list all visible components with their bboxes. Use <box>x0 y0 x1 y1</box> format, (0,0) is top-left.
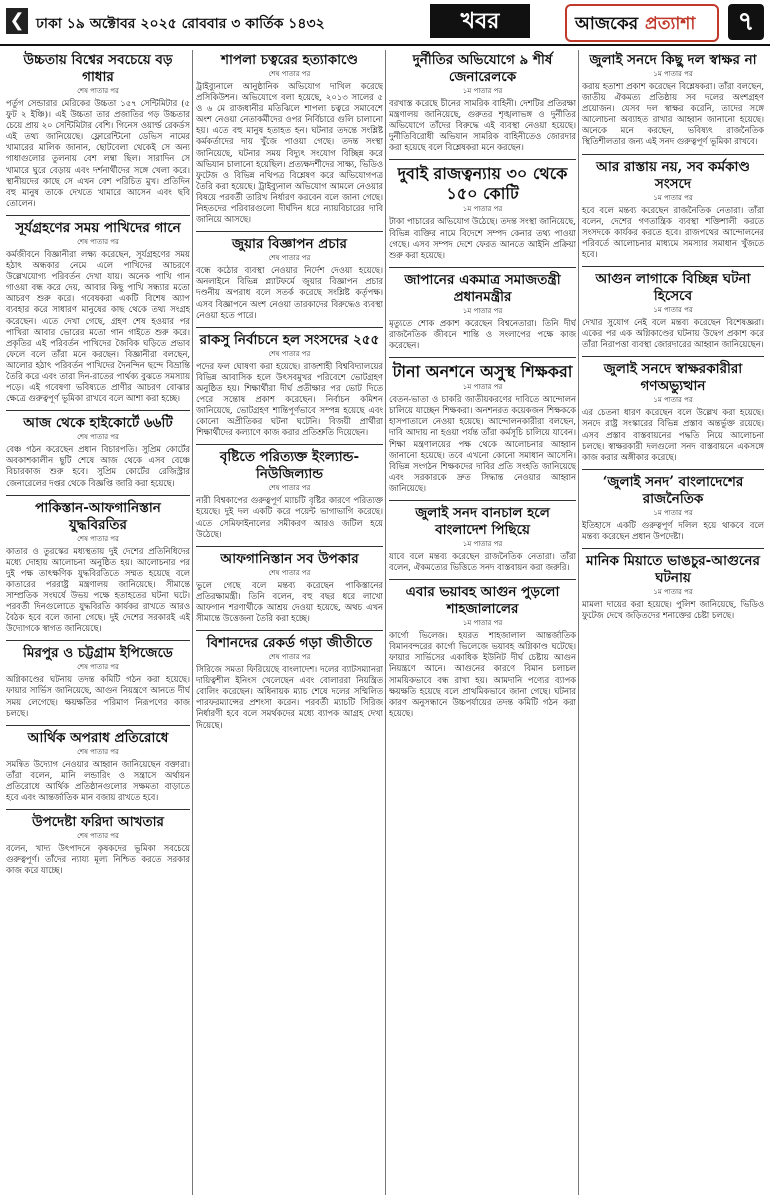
article-body: ইতিহাসে একটি গুরুত্বপূর্ণ দলিল হয়ে থাকবে বলে মন্তব্য করেছেন প্রধান উপদেষ্টা। <box>582 519 764 541</box>
article-body: কর্মজীবনে বিজ্ঞানীরা লক্ষ্য করেছেন, সূর্যগ্রহণের সময় হঠাৎ অন্ধকার নেমে এলে পাখিদের আচরণে উল্লেখযোগ্য পরিবর্তন দেখা যায়। অনেক পাখি গান গাওয়া বন্ধ করে দেয়, আবার কিছু পাখি সন্ধ্যার মতো আচরণ শুরু করে। গবেষকরা একটি বিশেষ অ্যাপ ব্যবহার করে সাধারণ মানুষের কাছ থেকে তথ্য সংগ্রহ করেছেন। এতে দেখা গেছে, গ্রহণ শেষ হওয়ার পর পাখিরা আবার ভোরের মতো গান গাইতে শুরু করে। প্রকৃতির এই পরিবর্তন পাখিদের জৈবিক ঘড়িতে প্রভাব ফেলে বলে তাঁরা মনে করছেন। বিজ্ঞানীরা বলছেন, আলোর হঠাৎ পরিবর্তন পাখিদের দৈনন্দিন ছন্দে বিভ্রান্তি তৈরি করে এবং তারা দিন-রাতের পার্থক্য বুঝতে সমস্যায় পড়ে। এই গবেষণা ভবিষ্যতে প্রাণীর আচরণ বোঝার ক্ষেত্রে গুরুত্বপূর্ণ ভূমিকা রাখবে বলে আশা করা হচ্ছে। <box>6 248 190 404</box>
article-headline: আগুন লাগাকে বিচ্ছিন্ন ঘটনা হিসেবে <box>595 271 751 305</box>
article-body: পদের ফল ঘোষণা করা হয়েছে। রাজশাহী বিশ্ববিদ্যালয়ের বিভিন্ন আবাসিক হলে উৎসবমুখর পরিবেশে ভোটগ্রহণ অনুষ্ঠিত হয়। শিক্ষার্থীরা দীর্ঘ প্রতীক্ষার পর ভোট দিতে পেরে সন্তোষ প্রকাশ করেছেন। নির্বাচন কমিশন জানিয়েছে, ভোটগ্রহণ শান্তিপূর্ণভাবে সম্পন্ন হয়েছে এবং কোনো অপ্রীতিকর ঘটনা ঘটেনি। বিজয়ী প্রার্থীরা শিক্ষার্থীদের কল্যাণে কাজ করার প্রতিশ্রুতি দিয়েছেন। <box>196 360 383 438</box>
article-headline: জুলাই সনদে স্বাক্ষরকারীরা গণঅভ্যুত্থান <box>603 361 743 395</box>
continued-label: শেষ পাতার পর <box>268 254 311 263</box>
article-headline: জুয়ার বিজ্ঞাপন প্রচার <box>232 236 347 253</box>
article-headline: জুলাই সনদে কিছু দল স্বাক্ষর না <box>589 52 757 68</box>
divider <box>196 444 383 445</box>
article <box>196 444 383 539</box>
article-body: দেখার সুযোগ নেই বলে মন্তব্য করেছেন বিশেষজ্ঞরা। একের পর এক অগ্নিকাণ্ডের ঘটনায় উদ্বেগ প্রকাশ করে তাঁরা নিরাপত্তা ব্যবস্থা জোরদারের আহ্বান জানিয়েছেন। <box>582 317 764 350</box>
page-number: ৭ <box>728 4 764 40</box>
logo-text-part2: প্রত্যাশা <box>645 14 696 34</box>
article <box>6 410 190 488</box>
article <box>196 630 383 731</box>
article-headline: বৃষ্টিতে পরিত্যক্ত ইংল্যান্ড-নিউজিল্যান্ড <box>219 449 360 483</box>
article-headline: দুবাই রাজত্বন্যায় ৩০ থেকে ১৫০ কোটি <box>397 164 568 204</box>
article-headline: শাপলা চত্বরের হত্যাকাণ্ডে <box>221 52 358 68</box>
article-body: সিরিজে সমতা ফিরিয়েছে বাংলাদেশ। দলের ব্যাটসম্যানরা দায়িত্বশীল ইনিংস খেলেছেন এবং বোলাররা নিয়ন্ত্রিত বোলিং করেছেন। অধিনায়ক ম্যাচ শেষে দলের সম্মিলিত পারফরম্যান্সের প্রশংসা করেন। পরবর্তী ম্যাচটি সিরিজ নির্ধারণী হবে বলে সমর্থকদের মধ্যে ব্যাপক আগ্রহ দেখা দিয়েছে। <box>196 664 383 730</box>
continued-label: ১ম পাতার পর <box>462 306 503 315</box>
divider <box>6 410 190 411</box>
column-2 <box>196 50 383 1195</box>
column-3 <box>389 50 576 1195</box>
continued-label: শেষ পাতার পর <box>77 237 119 246</box>
masthead-logo <box>565 4 719 42</box>
article-body: বন্ধে কঠোর ব্যবস্থা নেওয়ার নির্দেশ দেওয়া হয়েছে। অনলাইনে বিভিন্ন প্ল্যাটফর্মে জুয়ার বিজ্ঞাপন প্রচার দণ্ডনীয় অপরাধ বলে সতর্ক করেছে সংশ্লিষ্ট কর্তৃপক্ষ। এসব বিজ্ঞাপনে অংশ নেওয়া তারকাদের বিরুদ্ধেও ব্যবস্থা নেওয়া হতে পারে। <box>196 265 383 320</box>
continued-label: ১ম পাতার পর <box>653 193 693 202</box>
article <box>389 159 576 260</box>
divider <box>582 266 764 267</box>
article-body: বেঞ্চ গঠন করেছেন প্রধান বিচারপতি। সুপ্রিম কোর্টের অবকাশকালীন ছুটি শেষে আজ থেকে এসব বেঞ্চে বিচারকাজ শুরু হবে। সুপ্রিম কোর্টের রেজিস্ট্রার জেনারেলের দপ্তর থেকে বিজ্ঞপ্তি জারি করা হয়েছে। <box>6 444 190 488</box>
article <box>582 356 764 462</box>
article-body: হবে বলে মন্তব্য করেছেন রাজনৈতিক নেতারা। তাঁরা বলেন, দেশের গণতান্ত্রিক ব্যবস্থা শক্তিশালী করতে সংসদকে কার্যকর করতে হবে। রাজপথের আন্দোলনের পরিবর্তে আলোচনার মাধ্যমে সমস্যার সমাধান খুঁজতে হবে। <box>582 204 764 259</box>
article-body: মামলা দায়ের করা হয়েছে। পুলিশ জানিয়েছে, ভিডিও ফুটেজ দেখে জড়িতদের শনাক্তের চেষ্টা চলছে। <box>582 598 764 621</box>
article <box>582 469 764 542</box>
article-headline: টানা অনশনে অসুস্থ শিক্ষকরা <box>392 362 573 382</box>
divider <box>196 327 383 328</box>
article-headline: রাকসু নির্বাচনে হল সংসদের ২৫৫ <box>199 331 380 348</box>
divider <box>6 725 190 726</box>
divider <box>6 495 190 496</box>
article-body: নারী বিশ্বকাপের গুরুত্বপূর্ণ ম্যাচটি বৃষ্টির কারণে পরিত্যক্ত হয়েছে। দুই দল একটি করে পয়েন্ট ভাগাভাগি করেছে। এতে সেমিফাইনালের সমীকরণ আরও জটিল হয়ে উঠেছে। <box>196 495 383 539</box>
article <box>196 546 383 624</box>
divider <box>389 357 576 358</box>
continued-label: শেষ পাতার পর <box>77 87 119 95</box>
article-body: বেতন-ভাতা ও চাকরি জাতীয়করণের দাবিতে আন্দোলন চালিয়ে যাচ্ছেন শিক্ষকরা। অনশনরত কয়েকজন শিক্ষককে হাসপাতালে নেওয়া হয়েছে। আন্দোলনকারীরা বলছেন, দাবি আদায় না হওয়া পর্যন্ত তাঁরা কর্মসূচি চালিয়ে যাবেন। শিক্ষা মন্ত্রণালয়ের পক্ষ থেকে আলোচনার আহ্বান জানানো হয়েছে। তবে এখনো কোনো সমাধান আসেনি। বিভিন্ন সংগঠন শিক্ষকদের দাবির প্রতি সংহতি জানিয়েছে এবং সরকারকে দ্রুত সিদ্ধান্ত নেওয়ার আহ্বান জানিয়েছে। <box>389 394 576 493</box>
article-headline: পাকিস্তান-আফগানিস্তান যুদ্ধবিরতির <box>35 499 161 533</box>
continued-label: শেষ পাতার পর <box>268 349 311 358</box>
continued-label: শেষ পাতার পর <box>77 433 119 442</box>
continued-label: শেষ পাতার পর <box>268 653 311 662</box>
article-headline: মানিক মিয়াতে ভাঙচুর-আগুনের ঘটনায় <box>586 552 760 586</box>
article-body: অগ্নিকাণ্ডের ঘটনায় তদন্ত কমিটি গঠন করা হয়েছে। ফায়ার সার্ভিস জানিয়েছে, আগুন নিয়ন্ত্রণে আনতে দীর্ঘ সময় লেগেছে। ক্ষয়ক্ষতির পরিমাণ নিরূপণের কাজ চলছে। <box>6 674 190 718</box>
divider <box>582 548 764 549</box>
continued-label: ১ম পাতার পর <box>462 539 503 548</box>
article <box>582 154 764 260</box>
column-1 <box>6 50 190 1195</box>
continued-label: শেষ পাতার পর <box>268 70 311 78</box>
article-body: টাকা পাচারের অভিযোগ উঠেছে। তদন্ত সংস্থা জানিয়েছে, বিভিন্ন ব্যক্তির নামে বিদেশে সম্পদ কেনার তথ্য পাওয়া গেছে। এসব সম্পদ দেশে ফেরত আনতে আইনি প্রক্রিয়া শুরু করা হয়েছে। <box>389 216 576 260</box>
page-header <box>0 0 770 46</box>
continued-label: ১ম পাতার পর <box>462 619 503 628</box>
article <box>6 809 190 876</box>
continued-label: ১ম পাতার পর <box>653 587 693 596</box>
article-body: কার্গো ভিলেজ। হযরত শাহজালাল আন্তর্জাতিক বিমানবন্দরের কার্গো ভিলেজে ভয়াবহ অগ্নিকাণ্ড ঘটেছে। ফায়ার সার্ভিসের একাধিক ইউনিট দীর্ঘ চেষ্টায় আগুন নিয়ন্ত্রণে আনে। আগুনের কারণে বিমান চলাচল সাময়িকভাবে বন্ধ রাখা হয়। আমদানি পণ্যের ব্যাপক ক্ষয়ক্ষতি হয়েছে বলে প্রাথমিকভাবে জানা গেছে। ঘটনার কারণ অনুসন্ধানে উচ্চপর্যায়ের তদন্ত কমিটি গঠন করা হয়েছে। <box>389 630 576 718</box>
divider <box>389 159 576 160</box>
divider <box>582 154 764 155</box>
article <box>196 231 383 320</box>
article <box>389 357 576 494</box>
continued-label: শেষ পাতার পর <box>268 568 311 577</box>
divider <box>196 231 383 232</box>
article <box>389 500 576 573</box>
article-body: পর্তুগ সেন্ডারার মেরিকের উচ্চতা ১৫৭ সেন্টিমিটার (৫ ফুট ২ ইঞ্চি)। এই উচ্চতা তার প্রজাতির গড় উচ্চতার চেয়ে প্রায় ২০ সেন্টিমিটার বেশি। গিনেস ওয়ার্ল্ড রেকর্ডস এই তথ্য জানিয়েছে। ফ্লোরেন্টিনো ডেভিস নামের খামারের মালিক জানান, ছোটবেলা থেকেই সে অন্য গাধাগুলোর তুলনায় বেশ লম্বা ছিল। সারাদিন সে খামারে ঘুরে বেড়ায় এবং দর্শনার্থীদের সঙ্গে খেলা করে। স্থানীয়দের কাছে সে এখন বেশ পরিচিত মুখ। প্রতিদিন বহু মানুষ তাকে দেখতে খামারে আসেন এবং ছবি তোলেন। <box>6 98 190 208</box>
article-body: বরখাস্ত করেছে চীনের সামরিক বাহিনী। দেশটির প্রতিরক্ষা মন্ত্রণালয় জানিয়েছে, গুরুতর শৃঙ্খলাভঙ্গ ও দুর্নীতির অভিযোগে তাঁদের বিরুদ্ধে এই ব্যবস্থা নেওয়া হয়েছে। দুর্নীতিবিরোধী অভিযান সামরিক বাহিনীতেও জোরদার করা হয়েছে বলে বিশ্লেষকরা মনে করছেন। <box>389 98 576 153</box>
article-body: ভুলে গেছে বলে মন্তব্য করেছেন পাকিস্তানের প্রতিরক্ষামন্ত্রী। তিনি বলেন, বহু বছর ধরে লাখো আফগান শরণার্থীকে আশ্রয় দেওয়া হয়েছে, অথচ এখন সীমান্তে উত্তেজনা তৈরি করা হচ্ছে। <box>196 579 383 623</box>
article <box>196 327 383 439</box>
article <box>6 495 190 635</box>
article-body: মৃত্যুতে শোক প্রকাশ করেছেন বিশ্বনেতারা। তিনি দীর্ঘ রাজনৈতিক জীবনে শান্তি ও সংলাপের পক্ষে কাজ করেছেন। <box>389 317 576 351</box>
article-body: বলেন, খাদ্য উৎপাদনে কৃষকদের ভূমিকা সবচেয়ে গুরুত্বপূর্ণ। তাঁদের ন্যায্য মূল্য নিশ্চিত করতে সরকার কাজ করে যাচ্ছে। <box>6 843 190 876</box>
article <box>6 640 190 718</box>
article-body: করায় হতাশা প্রকাশ করেছেন বিশ্লেষকরা। তাঁরা বলছেন, জাতীয় ঐকমত্য প্রতিষ্ঠায় সব দলের অংশগ্রহণ প্রয়োজন। যেসব দল স্বাক্ষর করেনি, তাদের সঙ্গে আলোচনা অব্যাহত রাখার আহ্বান জানানো হয়েছে। অনেকে মনে করছেন, ভবিষ্যৎ রাজনৈতিক স্থিতিশীলতার জন্য এই সনদ গুরুত্বপূর্ণ ভূমিকা রাখবে। <box>582 81 764 147</box>
divider <box>6 215 190 216</box>
article-body: কাতার ও তুরস্কের মধ্যস্থতায় দুই দেশের প্রতিনিধিদের মধ্যে দোহায় আলোচনা অনুষ্ঠিত হয়। আলোচনার পর দুই পক্ষ তাৎক্ষণিক যুদ্ধবিরতিতে সম্মত হয়েছে বলে কাতারের পররাষ্ট্র মন্ত্রণালয় জানিয়েছে। সীমান্তে সাম্প্রতিক সংঘর্ষে উভয় পক্ষে হতাহতের ঘটনা ঘটে। পরবর্তী দিনগুলোতে যুদ্ধবিরতি কার্যকর রাখতে আরও বৈঠক হবে বলে জানা গেছে। দুই দেশের সরকারই এই উদ্যোগকে স্বাগত জানিয়েছে। <box>6 545 190 634</box>
column-4 <box>582 50 764 1195</box>
article-headline: আফগানিস্তান সব উপকার <box>220 550 359 567</box>
continued-label: শেষ পাতার পর <box>77 663 119 672</box>
article-headline: আর রাস্তায় নয়, সব কর্মকাণ্ড সংসদে <box>596 158 750 192</box>
continued-label: ১ম পাতার পর <box>653 396 693 405</box>
article-headline: উচ্চতায় বিশ্বের সবচেয়ে বড় গাধার <box>23 52 173 85</box>
continued-label: ১ম পাতার পর <box>462 205 503 214</box>
divider <box>196 630 383 631</box>
article <box>6 725 190 803</box>
logo-text-part1: আজকের <box>575 14 639 34</box>
divider <box>6 640 190 641</box>
article <box>389 267 576 351</box>
article <box>582 548 764 621</box>
divider <box>6 809 190 810</box>
article-body: ট্রাইব্যুনালে আনুষ্ঠানিক অভিযোগ দাখিল করেছে প্রসিকিউশন। অভিযোগে বলা হয়েছে, ২০১৩ সালের ৫ ও ৬ মে রাজধানীর মতিঝিলে শাপলা চত্বরে সমাবেশে অংশ নেওয়া নেতাকর্মীদের ওপর নির্বিচারে গুলি চালানো হয়। এতে বহু মানুষ হতাহত হন। ঘটনার তদন্তে সংশ্লিষ্ট কর্মকর্তাদের দায় খুঁজে পাওয়া গেছে। তদন্ত সংস্থা জানিয়েছে, ঘটনার সময় বিদ্যুৎ সংযোগ বিচ্ছিন্ন করে অভিযান চালানো হয়েছিল। প্রত্যক্ষদর্শীদের সাক্ষ্য, ভিডিও ফুটেজ ও বিভিন্ন নথিপত্র বিশ্লেষণ করে অভিযোগপত্র তৈরি করা হয়েছে। ট্রাইব্যুনাল অভিযোগ আমলে নেওয়ার বিষয়ে পরবর্তী তারিখ নির্ধারণ করবেন বলে জানা গেছে। নিহতদের পরিবারগুলো দীর্ঘদিন ধরে ন্যায়বিচারের দাবি জানিয়ে আসছে। <box>196 81 383 225</box>
column-rule <box>385 50 386 1195</box>
continued-label: ১ম পাতার পর <box>653 306 693 315</box>
article-headline: মিরপুর ও চট্টগ্রাম ইপিজেডে <box>23 645 173 662</box>
arrow-icon: ❮ <box>6 8 28 34</box>
continued-label: শেষ পাতার পর <box>77 832 119 841</box>
column-rule <box>192 50 193 1195</box>
divider <box>389 579 576 580</box>
continued-label: শেষ পাতার পর <box>77 534 119 543</box>
article-headline: ‘জুলাই সনদ’ বাংলাদেশের রাজনৈতিক <box>602 473 744 507</box>
article-headline: জাপানের একমাত্র সমাজতন্ত্রী প্রধানমন্ত্রীর <box>404 271 561 305</box>
divider <box>582 356 764 357</box>
divider <box>389 267 576 268</box>
article-body: এর চেতনা ধারণ করেছেন বলে উল্লেখ করা হয়েছে। সনদে রাষ্ট্র সংস্কারের বিভিন্ন প্রস্তাব অন্তর্ভুক্ত রয়েছে। এসব প্রস্তাব বাস্তবায়নের পদ্ধতি নিয়ে আলোচনা চলছে। স্বাক্ষরকারী দলগুলো সনদ বাস্তবায়নে একসঙ্গে কাজ করার অঙ্গীকার করেছে। <box>582 407 764 462</box>
divider <box>196 546 383 547</box>
continued-label: ১ম পাতার পর <box>462 383 503 392</box>
continued-label: ১ম পাতার পর <box>653 70 693 78</box>
article-headline: এবার ভয়াবহ আগুন পুড়লো শাহজালালের <box>405 584 560 618</box>
divider <box>582 469 764 470</box>
article <box>389 579 576 719</box>
article-headline: সূর্যগ্রহণের সময় পাখিদের গানে <box>15 219 181 236</box>
divider <box>389 500 576 501</box>
article-body: যাবে বলে মন্তব্য করেছেন রাজনৈতিক নেতারা। তাঁরা বলেন, ঐকমত্যের ভিত্তিতে সনদ বাস্তবায়ন করা জরুরি। <box>389 550 576 573</box>
article-body: সমন্বিত উদ্যোগ নেওয়ার আহ্বান জানিয়েছেন বক্তারা। তাঁরা বলেন, মানি লন্ডারিং ও সন্ত্রাসে অর্থায়ন প্রতিরোধে আর্থিক প্রতিষ্ঠানগুলোর সক্ষমতা বাড়াতে হবে এবং আন্তর্জাতিক মান বজায় রাখতে হবে। <box>6 758 190 803</box>
article <box>582 52 764 148</box>
article-headline: জুলাই সনদ বানচাল হলে বাংলাদেশ পিছিয়ে <box>415 504 550 538</box>
dateline: ঢাকা ১৯ অক্টোবর ২০২৫ রোববার ৩ কার্তিক ১৪৩২ <box>36 16 325 32</box>
continued-label: ১ম পাতার পর <box>462 87 503 95</box>
continued-label: শেষ পাতার পর <box>268 484 311 493</box>
article-headline: দুর্নীতির অভিযোগে ৯ শীর্ষ জেনারেলকে <box>412 52 553 85</box>
continued-label: ১ম পাতার পর <box>653 508 693 517</box>
article-headline: আজ থেকে হাইকোর্টে ৬৬টি <box>23 415 173 432</box>
article-headline: বিশানদের রেকর্ড গড়া জীতীতে <box>206 635 373 652</box>
column-rule <box>578 50 579 1195</box>
continued-label: শেষ পাতার পর <box>77 747 119 756</box>
article <box>196 52 383 225</box>
article-headline: আর্থিক অপরাধ প্রতিরোধে <box>27 729 169 746</box>
article <box>6 215 190 404</box>
article-headline: উপদেষ্টা ফরিদা আখতার <box>32 814 164 831</box>
article <box>6 52 190 209</box>
section-label: খবর <box>430 4 530 38</box>
article <box>389 52 576 153</box>
article <box>582 266 764 350</box>
